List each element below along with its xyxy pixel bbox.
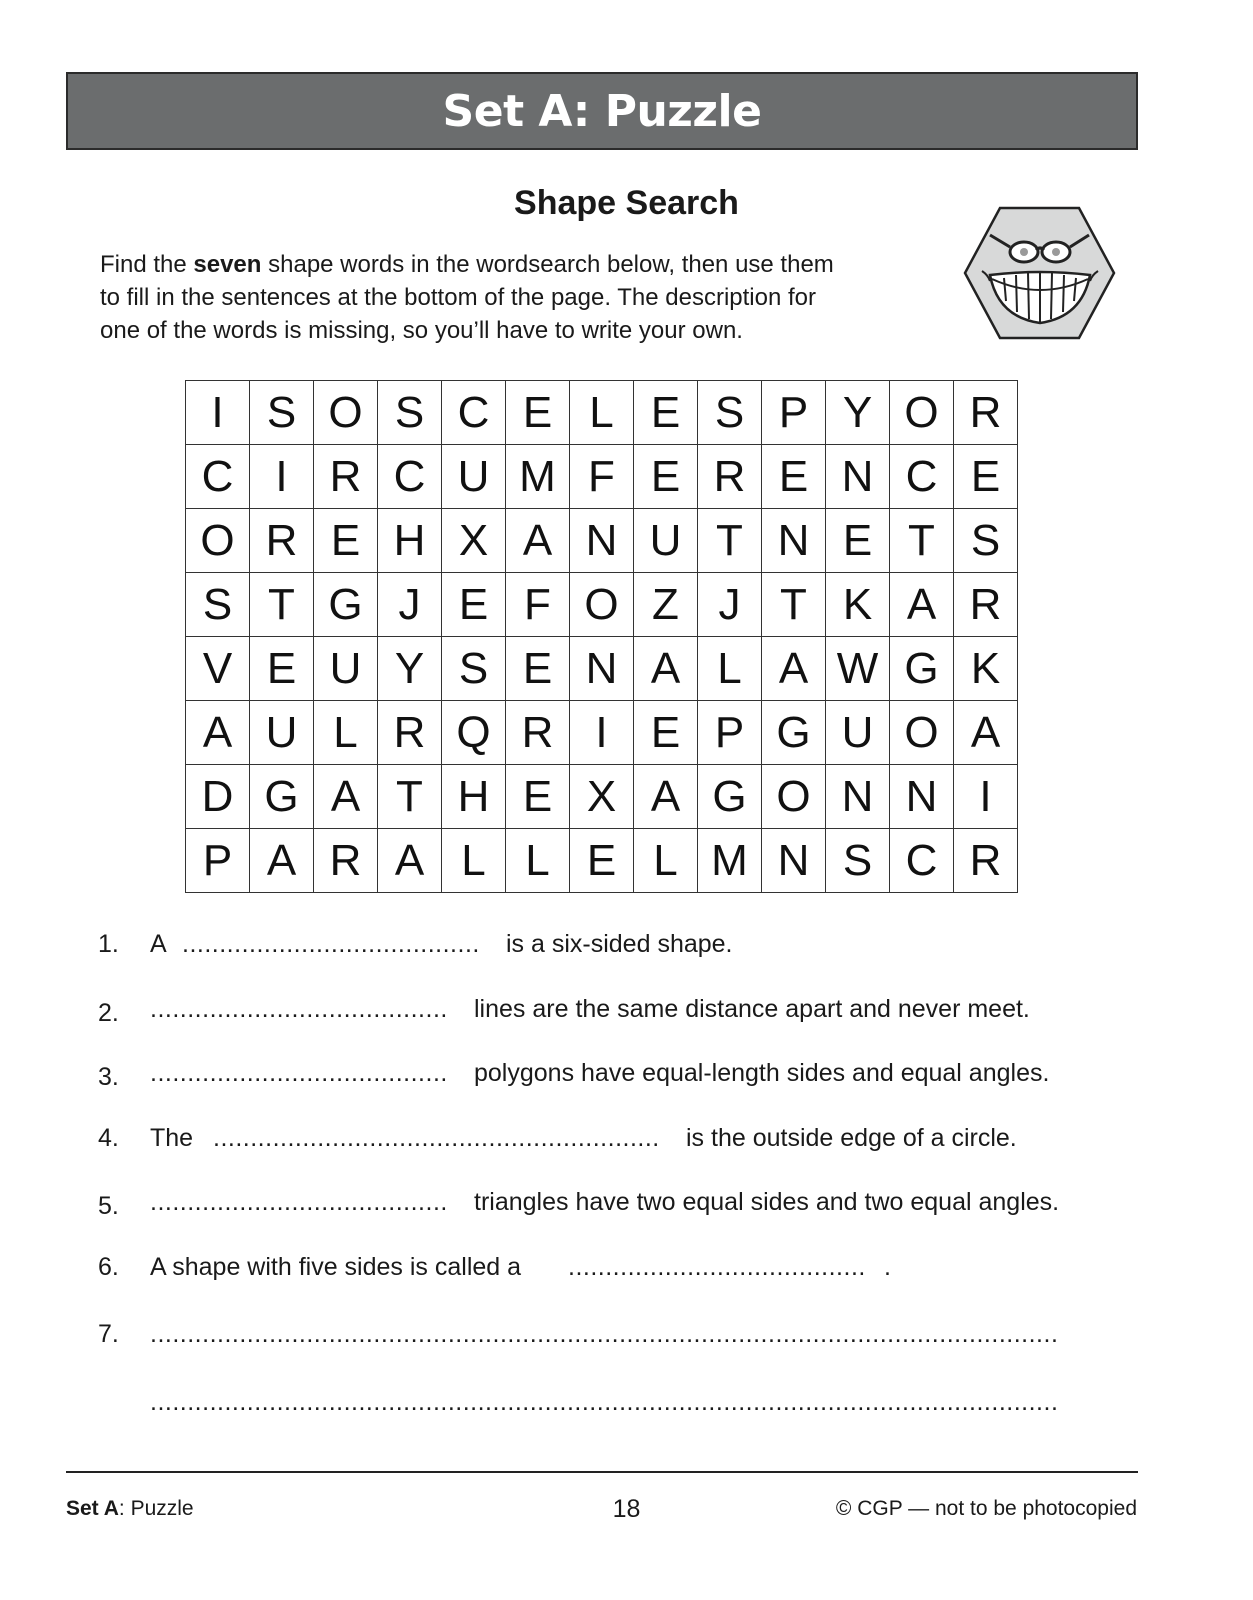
grid-cell: Q [442, 701, 506, 765]
grid-cell: A [762, 637, 826, 701]
grid-cell: C [378, 445, 442, 509]
question-prefix: A [150, 930, 167, 958]
grid-cell: E [506, 765, 570, 829]
grid-cell: I [250, 445, 314, 509]
answer-blank[interactable]: ........................................ [150, 1059, 448, 1087]
grid-cell: E [570, 829, 634, 893]
question-number: 7. [98, 1320, 119, 1348]
grid-cell: O [890, 701, 954, 765]
grid-cell: C [186, 445, 250, 509]
grid-cell: X [570, 765, 634, 829]
grid-cell: L [442, 829, 506, 893]
grid-cell: M [698, 829, 762, 893]
smiling-hexagon-icon [962, 205, 1117, 341]
grid-cell: E [762, 445, 826, 509]
grid-cell: G [250, 765, 314, 829]
puzzle-subtitle: Shape Search [514, 184, 739, 222]
question-text: lines are the same distance apart and never meet. [474, 995, 1030, 1023]
grid-row [186, 637, 1018, 701]
grid-cell: T [890, 509, 954, 573]
footer-set: Set A [66, 1497, 119, 1520]
intro-bold: seven [193, 251, 262, 278]
grid-cell: O [762, 765, 826, 829]
footer-section: : Puzzle [118, 1497, 194, 1520]
grid-cell: Z [634, 573, 698, 637]
grid-cell: U [250, 701, 314, 765]
grid-cell: S [954, 509, 1018, 573]
intro-line2: to fill in the sentences at the bottom of the page. The description for [100, 284, 816, 311]
grid-cell: A [634, 637, 698, 701]
grid-row [186, 829, 1018, 893]
grid-cell: U [634, 509, 698, 573]
grid-cell: R [954, 829, 1018, 893]
question-number: 4. [98, 1124, 119, 1152]
question-text: triangles have two equal sides and two equal angles. [474, 1188, 1060, 1216]
question-number: 5. [98, 1192, 119, 1220]
grid-cell: L [506, 829, 570, 893]
grid-cell: S [186, 573, 250, 637]
grid-row [186, 765, 1018, 829]
grid-cell: G [890, 637, 954, 701]
intro-before: Find the [100, 251, 194, 278]
grid-cell: E [954, 445, 1018, 509]
question-number: 3. [98, 1063, 119, 1091]
grid-cell: L [314, 701, 378, 765]
grid-cell: K [826, 573, 890, 637]
answer-blank[interactable]: ........................................ [568, 1253, 866, 1281]
grid-cell: L [634, 829, 698, 893]
question-number: 2. [98, 999, 119, 1027]
grid-cell: O [890, 381, 954, 445]
grid-cell: U [826, 701, 890, 765]
copyright-notice: © CGP — not to be photocopied [835, 1497, 1137, 1520]
question-number: 1. [98, 930, 119, 958]
grid-cell: A [250, 829, 314, 893]
grid-cell: I [954, 765, 1018, 829]
grid-cell: Y [826, 381, 890, 445]
grid-cell: J [698, 573, 762, 637]
grid-cell: E [634, 381, 698, 445]
grid-cell: U [314, 637, 378, 701]
grid-row [186, 509, 1018, 573]
question-text: polygons have equal-length sides and equal angles. [474, 1059, 1050, 1087]
grid-cell: R [506, 701, 570, 765]
grid-cell: E [250, 637, 314, 701]
grid-cell: L [698, 637, 762, 701]
grid-cell: L [570, 381, 634, 445]
question-text: is a six-sided shape. [506, 930, 733, 958]
grid-cell: H [442, 765, 506, 829]
grid-cell: D [186, 765, 250, 829]
grid-cell: N [890, 765, 954, 829]
grid-cell: O [186, 509, 250, 573]
grid-cell: E [634, 445, 698, 509]
grid-cell: A [506, 509, 570, 573]
grid-cell: T [762, 573, 826, 637]
instructions [100, 248, 950, 347]
grid-cell: R [954, 573, 1018, 637]
grid-cell: I [570, 701, 634, 765]
question-prefix: The [150, 1124, 194, 1152]
grid-cell: S [698, 381, 762, 445]
grid-cell: C [442, 381, 506, 445]
question-suffix: . [884, 1253, 891, 1281]
grid-cell: G [314, 573, 378, 637]
grid-row [186, 381, 1018, 445]
grid-cell: E [826, 509, 890, 573]
grid-cell: M [506, 445, 570, 509]
answer-blank-line-2[interactable]: .......................................................................................................................... [150, 1388, 1059, 1416]
grid-cell: N [826, 765, 890, 829]
grid-cell: N [826, 445, 890, 509]
grid-cell: A [634, 765, 698, 829]
grid-cell: E [442, 573, 506, 637]
grid-cell: T [378, 765, 442, 829]
grid-cell: A [954, 701, 1018, 765]
grid-cell: K [954, 637, 1018, 701]
grid-cell: R [250, 509, 314, 573]
grid-row [186, 573, 1018, 637]
grid-cell: G [762, 701, 826, 765]
page-number: 18 [612, 1495, 641, 1523]
grid-cell: A [186, 701, 250, 765]
grid-cell: E [506, 381, 570, 445]
grid-cell: N [762, 829, 826, 893]
grid-row [186, 445, 1018, 509]
page-title: Set A: Puzzle [442, 85, 762, 137]
grid-cell: S [442, 637, 506, 701]
answer-blank[interactable]: ............................................................ [213, 1124, 660, 1152]
grid-cell: P [698, 701, 762, 765]
answer-blank[interactable]: ........................................ [150, 995, 448, 1023]
grid-cell: C [890, 445, 954, 509]
question-number: 6. [98, 1253, 119, 1281]
question-text: is the outside edge of a circle. [686, 1124, 1017, 1152]
answer-blank[interactable]: ........................................ [182, 930, 480, 958]
grid-cell: U [442, 445, 506, 509]
answer-blank[interactable]: ........................................ [150, 1188, 448, 1216]
grid-cell: J [378, 573, 442, 637]
grid-cell: E [314, 509, 378, 573]
intro-line1: shape words in the wordsearch below, then use them [261, 251, 834, 278]
wordsearch-grid [185, 380, 1018, 893]
footer-divider [66, 1471, 1138, 1473]
grid-cell: R [314, 829, 378, 893]
grid-row [186, 701, 1018, 765]
grid-cell: T [250, 573, 314, 637]
grid-cell: R [378, 701, 442, 765]
grid-cell: E [506, 637, 570, 701]
grid-cell: V [186, 637, 250, 701]
grid-cell: O [570, 573, 634, 637]
grid-cell: Y [378, 637, 442, 701]
grid-cell: S [826, 829, 890, 893]
grid-cell: C [890, 829, 954, 893]
grid-cell: H [378, 509, 442, 573]
grid-cell: E [634, 701, 698, 765]
grid-cell: N [762, 509, 826, 573]
intro-line3: one of the words is missing, so you’ll have to write your own. [100, 317, 743, 344]
grid-cell: P [186, 829, 250, 893]
grid-cell: N [570, 637, 634, 701]
grid-cell: O [314, 381, 378, 445]
title-banner [66, 72, 1138, 150]
grid-cell: T [698, 509, 762, 573]
grid-cell: I [186, 381, 250, 445]
grid-cell: G [698, 765, 762, 829]
grid-cell: R [954, 381, 1018, 445]
grid-cell: X [442, 509, 506, 573]
grid-cell: R [314, 445, 378, 509]
grid-cell: S [250, 381, 314, 445]
question-prefix: A shape with five sides is called a [150, 1253, 522, 1281]
grid-cell: A [378, 829, 442, 893]
grid-cell: W [826, 637, 890, 701]
answer-blank-line-1[interactable]: .......................................................................................................................... [150, 1320, 1059, 1348]
grid-cell: A [890, 573, 954, 637]
grid-cell: R [698, 445, 762, 509]
grid-cell: P [762, 381, 826, 445]
grid-cell: S [378, 381, 442, 445]
grid-cell: F [570, 445, 634, 509]
grid-cell: A [314, 765, 378, 829]
grid-cell: N [570, 509, 634, 573]
grid-cell: F [506, 573, 570, 637]
